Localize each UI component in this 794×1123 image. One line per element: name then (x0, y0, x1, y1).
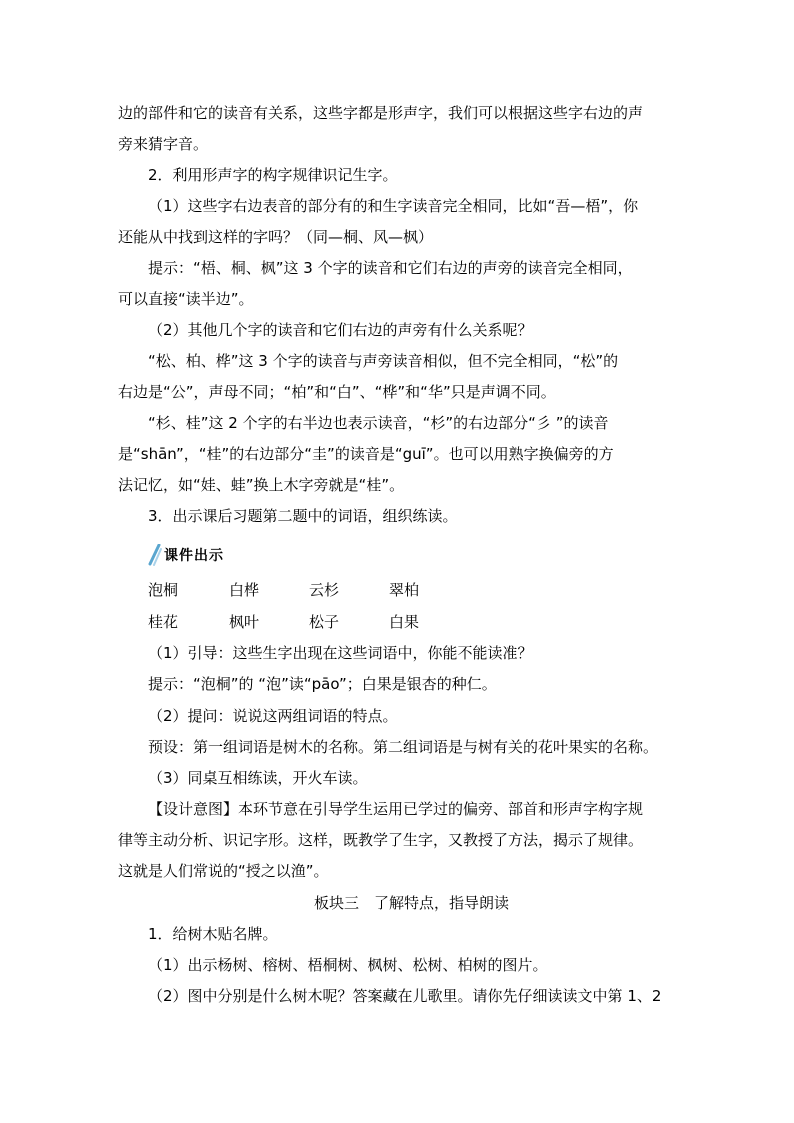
text-line: 律等主动分析、识记字形。这样，既教学了生字，又教授了方法，揭示了规律。 (118, 831, 644, 849)
word-item: 桂花 (148, 613, 179, 631)
word-item: 翠柏 (389, 581, 420, 599)
word-row-2 (0, 612, 794, 632)
section-heading: 板块三 了解特点，指导朗读 (314, 894, 510, 912)
word-item: 枫叶 (229, 613, 260, 631)
word-item: 白桦 (229, 581, 260, 599)
text-line: （2）图中分别是什么树木呢？答案藏在儿歌里。请你先仔细读读文中第 1、2 (148, 987, 662, 1005)
text-line: （3）同桌互相练读，开火车读。 (148, 769, 368, 787)
word-item: 泡桐 (148, 581, 179, 599)
text-line: 2．利用形声字的构字规律识记生字。 (148, 166, 398, 184)
text-line: 【设计意图】本环节意在引导学生运用已学过的偏旁、部首和形声字构字规 (148, 800, 644, 818)
text-line: 提示：“梧、桐、枫”这 3 个字的读音和它们右边的声旁的读音完全相同， (148, 259, 633, 277)
text-line: 边的部件和它的读音有关系，这些字都是形声字，我们可以根据这些字右边的声 (118, 104, 644, 122)
text-line: 右边是“公”，声母不同；“柏”和“白”、“桦”和“华”只是声调不同。 (118, 383, 556, 401)
text-line: 法记忆，如“娃、蛙”换上木字旁就是“桂”。 (118, 476, 405, 494)
text-line: “松、柏、桦”这 3 个字的读音与声旁读音相似，但不完全相同，“松”的 (148, 352, 619, 370)
text-line: 提示：“泡桐”的 “泡”读“pāo”；白果是银杏的种仁。 (148, 675, 497, 693)
text-line: （2）其他几个字的读音和它们右边的声旁有什么关系呢？ (148, 321, 533, 339)
text-line: 1．给树木贴名牌。 (148, 925, 278, 943)
text-line: 还能从中找到这样的字吗？（同—桐、风—枫） (118, 228, 434, 246)
text-line: 旁来猜字音。 (118, 135, 209, 153)
text-line: 是“shān”，“桂”的右边部分“圭”的读音是“guī”。也可以用熟字换偏旁的方 (118, 445, 614, 463)
text-line: 预设：第一组词语是树木的名称。第二组词语是与树有关的花叶果实的名称。 (148, 738, 659, 756)
word-item: 白果 (389, 613, 420, 631)
banner-slash-icon (148, 544, 162, 566)
text-line: （1）出示杨树、榕树、梧桐树、枫树、松树、柏树的图片。 (148, 956, 548, 974)
word-item: 云杉 (309, 581, 340, 599)
text-line: 3．出示课后习题第二题中的词语，组织练读。 (148, 507, 458, 525)
word-item: 松子 (309, 613, 340, 631)
word-row-1 (0, 580, 794, 600)
text-line: （2）提问：说说这两组词语的特点。 (148, 707, 398, 725)
courseware-banner (148, 546, 268, 566)
text-line: （1）引导：这些生字出现在这些词语中，你能不能读准？ (148, 644, 533, 662)
banner-label: 课件出示 (164, 548, 224, 564)
text-line: （1）这些字右边表音的部分有的和生字读音完全相同，比如“吾—梧”，你 (148, 197, 639, 215)
text-line: 可以直接“读半边”。 (118, 290, 254, 308)
text-line: “杉、桂”这 2 个字的右半边也表示读音，“杉”的右边部分“彡 ”的读音 (148, 414, 609, 432)
text-line: 这就是人们常说的“授之以渔”。 (118, 862, 329, 880)
